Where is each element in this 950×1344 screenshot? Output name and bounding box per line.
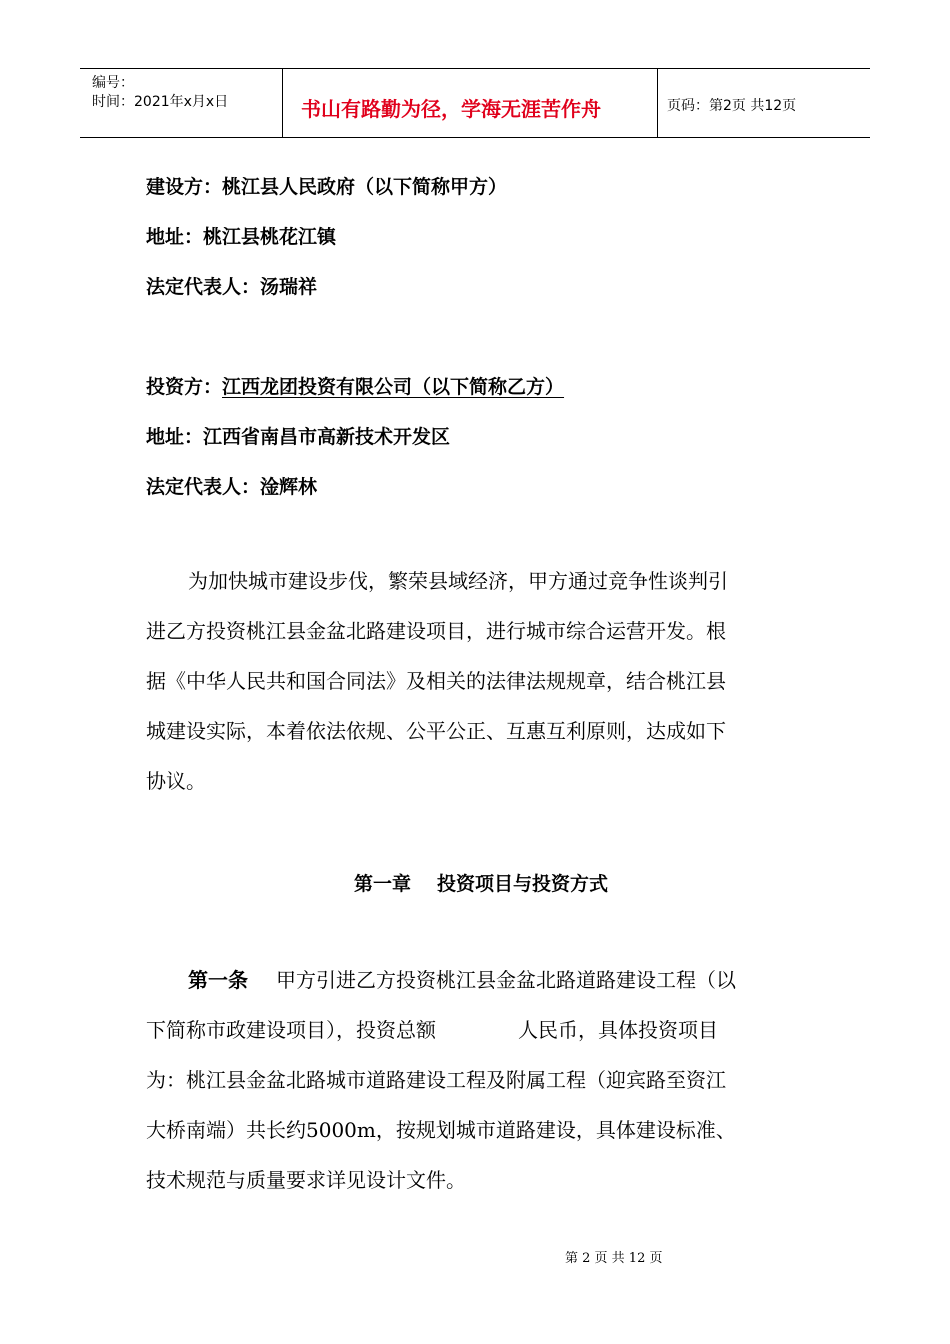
investor-line bbox=[146, 372, 564, 399]
article-1 bbox=[146, 955, 736, 1205]
intro-line: 协议。 bbox=[146, 769, 206, 793]
header-page-info: 页码：第2页 共12页 bbox=[667, 98, 797, 114]
header-motto-cell bbox=[283, 69, 658, 137]
article-line: 大桥南端）共长约5000m，按规划城市道路建设，具体建设标准、 bbox=[146, 1118, 736, 1142]
article-text: 甲方引进乙方投资桃江县金盆北路道路建设工程（以 bbox=[276, 968, 736, 992]
document-number-label: 编号： bbox=[92, 75, 134, 91]
header-right-cell bbox=[658, 69, 870, 137]
page-header bbox=[80, 68, 870, 138]
investor-name: 江西龙团投资有限公司（以下简称乙方） bbox=[222, 376, 565, 398]
builder-representative: 法定代表人：汤瑞祥 bbox=[146, 276, 318, 298]
investor-representative: 法定代表人：淦辉林 bbox=[146, 476, 318, 498]
article-label: 第一条 bbox=[188, 968, 248, 992]
article-line: 为：桃江县金盆北路城市道路建设工程及附属工程（迎宾路至资江 bbox=[146, 1068, 726, 1092]
header-motto: 书山有路勤为径，学海无涯苦作舟 bbox=[301, 97, 601, 121]
article-line bbox=[146, 1005, 736, 1055]
article-line: 技术规范与质量要求详见设计文件。 bbox=[146, 1168, 466, 1192]
header-left-cell bbox=[80, 69, 283, 137]
investor-label: 投资方： bbox=[146, 376, 223, 398]
article-text: 下简称市政建设项目），投资总额 bbox=[146, 1018, 436, 1042]
investor-address: 地址：江西省南昌市高新技术开发区 bbox=[146, 426, 451, 448]
document-date: 时间：2021年x月x日 bbox=[92, 94, 229, 110]
builder-address: 地址：桃江县桃花江镇 bbox=[146, 226, 337, 248]
intro-line: 为加快城市建设步伐，繁荣县域经济，甲方通过竞争性谈判引 bbox=[188, 569, 728, 593]
intro-line: 进乙方投资桃江县金盆北路建设项目，进行城市综合运营开发。根 bbox=[146, 619, 726, 643]
chapter-number: 第一章 bbox=[354, 873, 412, 895]
builder-line: 建设方：桃江县人民政府（以下简称甲方） bbox=[146, 176, 508, 198]
page-footer: 第 2 页 共 12 页 bbox=[565, 1251, 663, 1266]
intro-line: 城建设实际，本着依法依规、公平公正、互惠互利原则，达成如下 bbox=[146, 719, 726, 743]
intro-line: 据《中华人民共和国合同法》及相关的法律法规规章，结合桃江县 bbox=[146, 669, 726, 693]
intro-paragraph bbox=[146, 556, 728, 806]
article-text: 人民币，具体投资项目 bbox=[518, 1018, 718, 1042]
article-line bbox=[146, 955, 736, 1005]
chapter-heading bbox=[354, 869, 608, 896]
chapter-title: 投资项目与投资方式 bbox=[437, 873, 609, 895]
